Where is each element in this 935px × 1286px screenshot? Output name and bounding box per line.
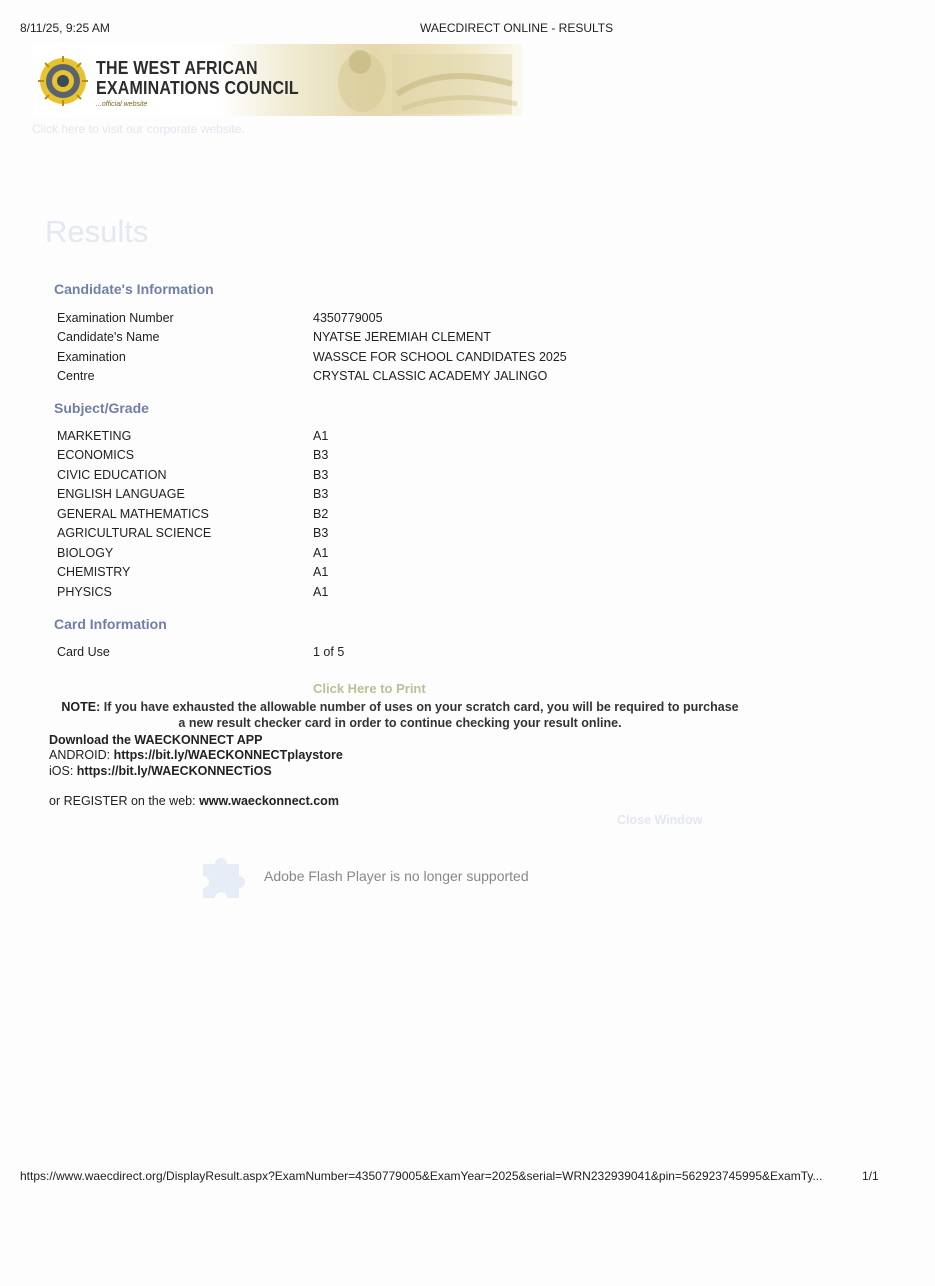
subject-name: CHEMISTRY <box>57 565 131 579</box>
examination-label: Examination <box>57 350 126 364</box>
register-row <box>49 794 339 808</box>
brand-line-1: THE WEST AFRICAN <box>96 59 258 79</box>
note-text: If you have exhausted the allowable number of uses on your scratch card, you will be required to purchase a new result checker card in order to continue checking your result online. <box>103 700 739 730</box>
android-label: ANDROID: <box>49 748 111 762</box>
subject-grade: A1 <box>313 565 329 579</box>
register-label: or REGISTER on the web: <box>49 794 196 808</box>
ios-row <box>49 764 272 778</box>
subject-name: MARKETING <box>57 429 132 443</box>
brand-line-2: EXAMINATIONS COUNCIL <box>96 79 299 99</box>
exam-number-label: Examination Number <box>57 311 174 325</box>
subject-grade: B3 <box>313 468 329 482</box>
banner-photo-image <box>302 44 522 116</box>
centre-label: Centre <box>57 369 95 383</box>
card-use-label: Card Use <box>57 645 110 659</box>
scratch-card-note <box>60 699 740 731</box>
subject-grade: B2 <box>313 507 329 521</box>
subject-name: ECONOMICS <box>57 448 135 462</box>
corporate-website-link[interactable]: Click here to visit our corporate website. <box>32 122 245 136</box>
subject-grade: B3 <box>313 526 329 540</box>
candidate-name-value: NYATSE JEREMIAH CLEMENT <box>313 330 492 344</box>
card-use-value: 1 of 5 <box>313 645 345 659</box>
print-datetime: 8/11/25, 9:25 AM <box>20 21 110 35</box>
exam-number-value: 4350779005 <box>313 311 383 325</box>
candidate-name-label: Candidate's Name <box>57 330 160 344</box>
subject-grade-heading: Subject/Grade <box>54 400 149 416</box>
subject-grade: A1 <box>313 585 329 599</box>
android-link[interactable]: https://bit.ly/WAECKONNECTplaystore <box>113 748 343 762</box>
subject-name: BIOLOGY <box>57 546 114 560</box>
examination-value: WASSCE FOR SCHOOL CANDIDATES 2025 <box>313 350 567 364</box>
print-window-title: WAECDIRECT ONLINE - RESULTS <box>420 21 614 35</box>
subject-name: AGRICULTURAL SCIENCE <box>57 526 212 540</box>
plugin-puzzle-icon <box>197 850 249 900</box>
subject-grade: A1 <box>313 546 329 560</box>
subject-name: ENGLISH LANGUAGE <box>57 487 185 501</box>
close-window-button[interactable]: Close Window <box>617 813 703 827</box>
ios-label: iOS: <box>49 764 74 778</box>
download-app-heading: Download the WAECKONNECT APP <box>49 733 263 747</box>
card-info-heading: Card Information <box>54 616 167 632</box>
print-footer-page: 1/1 <box>862 1169 879 1183</box>
print-button[interactable]: Click Here to Print <box>313 681 426 696</box>
subject-name: GENERAL MATHEMATICS <box>57 507 209 521</box>
subject-name: CIVIC EDUCATION <box>57 468 167 482</box>
subject-grade: B3 <box>313 487 329 501</box>
print-footer-url: https://www.waecdirect.org/DisplayResult.aspx?ExamNumber=4350779005&ExamYear=2025&serial=WRN232939041&pin=562923745995&ExamTy... <box>20 1169 823 1183</box>
centre-value: CRYSTAL CLASSIC ACADEMY JALINGO <box>313 369 548 383</box>
register-link[interactable]: www.waeckonnect.com <box>199 794 339 808</box>
page-title: Results <box>45 214 149 249</box>
flash-unsupported-message: Adobe Flash Player is no longer supported <box>264 868 529 884</box>
ios-link[interactable]: https://bit.ly/WAECKONNECTiOS <box>76 764 272 778</box>
android-row <box>49 748 343 762</box>
waec-seal-logo <box>38 56 88 106</box>
subject-grade: A1 <box>313 429 329 443</box>
candidate-info-heading: Candidate's Information <box>54 281 214 297</box>
subject-name: PHYSICS <box>57 585 112 599</box>
subject-grade: B3 <box>313 448 329 462</box>
note-lead: NOTE: <box>61 700 101 714</box>
waec-banner[interactable] <box>32 44 522 116</box>
brand-tagline: ...official website <box>96 101 148 108</box>
